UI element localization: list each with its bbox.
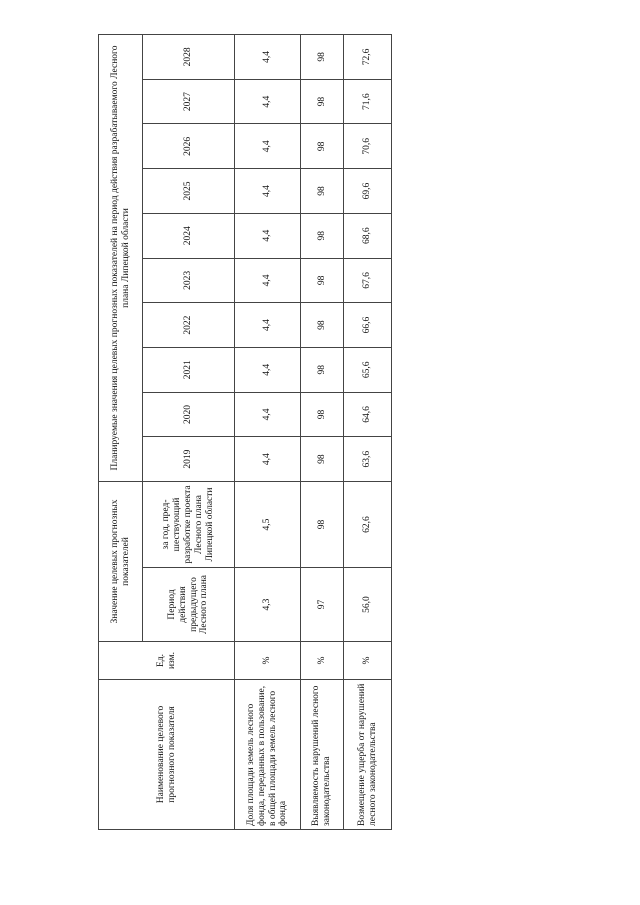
unit-cell: % (235, 642, 301, 680)
year-header: 2023 (143, 258, 235, 303)
indicator-name-header: Наименование целевого прогнозного показателя (99, 680, 235, 830)
prev-year-header: за год, пред-шествующий разработке проекта Лесного плана Липецкой области (143, 482, 235, 568)
year-value: 98 (301, 303, 344, 348)
year-value: 70,6 (344, 124, 392, 169)
year-value: 72,6 (344, 35, 392, 80)
values-group-header: Значение целевых прогнозных показателей (99, 482, 143, 642)
year-header: 2021 (143, 347, 235, 392)
year-value: 4,4 (235, 392, 301, 437)
year-value: 66,6 (344, 303, 392, 348)
year-value: 65,6 (344, 347, 392, 392)
year-value: 98 (301, 169, 344, 214)
year-value: 98 (301, 347, 344, 392)
year-header: 2025 (143, 169, 235, 214)
year-header: 2020 (143, 392, 235, 437)
year-header: 2026 (143, 124, 235, 169)
year-value: 98 (301, 258, 344, 303)
planned-group-header: Планируемые значения целевых прогнозных показателей на период действия разрабатываемого Лесного плана Липецкой области (99, 35, 143, 482)
year-value: 98 (301, 79, 344, 124)
unit-cell: % (301, 642, 344, 680)
indicator-name: Доля площади земель лесного фонда, переданных в пользование, в общей площади земель лесного фонда (235, 680, 301, 830)
year-header: 2028 (143, 35, 235, 80)
year-value: 71,6 (344, 79, 392, 124)
prev-year-value: 62,6 (344, 482, 392, 568)
year-value: 98 (301, 437, 344, 482)
year-value: 4,4 (235, 437, 301, 482)
year-value: 4,4 (235, 79, 301, 124)
rotated-table-container (98, 35, 391, 830)
year-value: 4,4 (235, 213, 301, 258)
year-value: 67,6 (344, 258, 392, 303)
prev-period-value: 4,3 (235, 568, 301, 642)
unit-cell: % (344, 642, 392, 680)
year-value: 4,4 (235, 124, 301, 169)
year-value: 4,4 (235, 169, 301, 214)
prev-year-value: 98 (301, 482, 344, 568)
table-row (301, 35, 344, 830)
year-value: 69,6 (344, 169, 392, 214)
indicator-name: Возмещение ущерба от нарушений лесного законодательства (344, 680, 392, 830)
prev-period-value: 56,0 (344, 568, 392, 642)
year-header: 2022 (143, 303, 235, 348)
table-row (235, 35, 301, 830)
unit-header: Ед. изм. (99, 642, 235, 680)
prev-year-value: 4,5 (235, 482, 301, 568)
year-header: 2019 (143, 437, 235, 482)
year-value: 4,4 (235, 35, 301, 80)
indicator-name: Выявляемость нарушений лесного законодательства (301, 680, 344, 830)
year-value: 4,4 (235, 347, 301, 392)
prev-period-header: Период действия предыдущего Лесного плана (143, 568, 235, 642)
header-row-1 (99, 35, 143, 830)
year-value: 63,6 (344, 437, 392, 482)
year-header: 2024 (143, 213, 235, 258)
year-value: 98 (301, 124, 344, 169)
year-value: 98 (301, 392, 344, 437)
year-value: 98 (301, 35, 344, 80)
year-value: 4,4 (235, 258, 301, 303)
year-value: 64,6 (344, 392, 392, 437)
year-value: 98 (301, 213, 344, 258)
year-header: 2027 (143, 79, 235, 124)
table-row (344, 35, 392, 830)
year-value: 4,4 (235, 303, 301, 348)
year-value: 68,6 (344, 213, 392, 258)
forecast-indicators-table (98, 34, 392, 830)
prev-period-value: 97 (301, 568, 344, 642)
